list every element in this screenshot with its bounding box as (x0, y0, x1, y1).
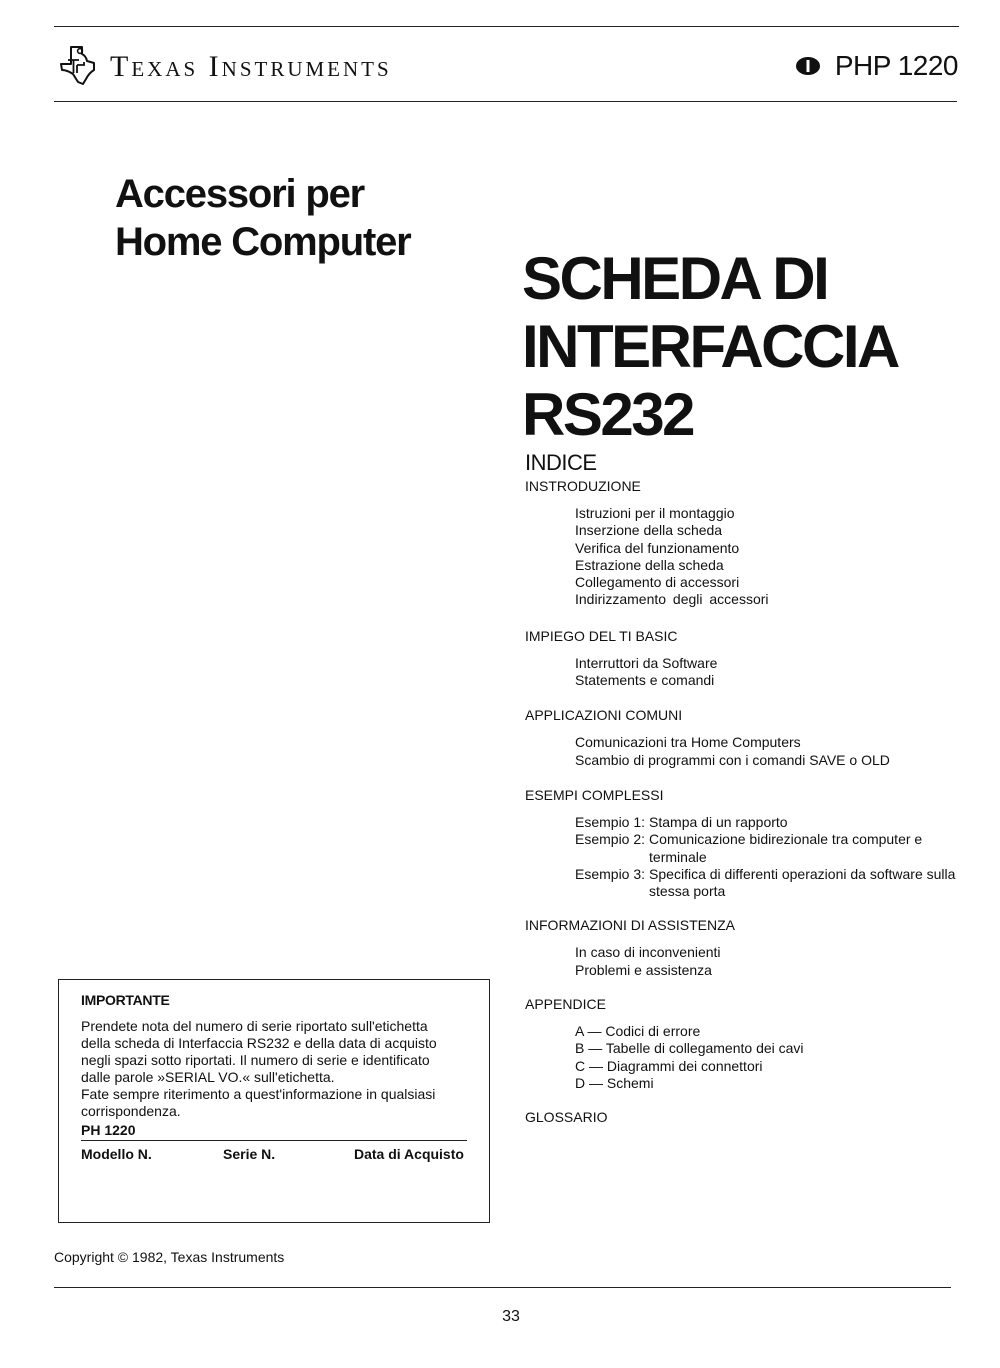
example-text: Specifica di differenti operazioni da software sulla stessa porta (649, 865, 956, 900)
copyright: Copyright © 1982, Texas Instruments (54, 1249, 285, 1265)
top-rule (54, 26, 959, 27)
main-title (522, 245, 962, 449)
product-code: PHP 1220 (834, 50, 958, 81)
example-label: Esempio 3: (575, 865, 646, 882)
model-code: PH 1220 (81, 1122, 136, 1138)
toc-section-appendice (525, 996, 975, 1092)
toc-section-title: ESEMPI COMPLESSI (525, 786, 664, 803)
example-text: Comunicazione bidirezionale tra computer e terminale (649, 831, 923, 865)
toc-title: INDICE (525, 450, 597, 475)
important-text-line: Prendete nota del numero di serie riportato sull'etichetta (81, 1018, 428, 1034)
toc-item: Verifica del funzionamento (575, 539, 740, 556)
ti-logo-icon (56, 43, 100, 87)
table-of-contents (525, 448, 975, 1126)
important-text (81, 1018, 471, 1119)
example-label: Esempio 2: (575, 831, 646, 848)
serial-number-field: Serie N. (223, 1146, 276, 1162)
model-number-field: Modello N. (81, 1146, 152, 1162)
toc-section-title: APPLICAZIONI COMUNI (525, 707, 683, 724)
main-title-line: RS232 (522, 381, 693, 448)
brand (56, 40, 392, 90)
series-title: Accessori per Home Computer (115, 172, 411, 264)
toc-item: D — Schemi (575, 1074, 654, 1091)
product-label (795, 44, 958, 88)
toc-item: Scambio di programmi con i comandi SAVE o OLD (575, 751, 890, 768)
example-text: Stampa di un rapporto (649, 813, 788, 830)
important-text-line: corrispondenza. (81, 1102, 181, 1119)
toc-section-assistenza (525, 917, 975, 979)
toc-section-title: APPENDICE (525, 996, 606, 1013)
important-title: IMPORTANTE (81, 992, 170, 1008)
toc-item: Estrazione della scheda (575, 556, 724, 573)
toc-example (575, 814, 975, 831)
toc-item: Statements e comandi (575, 672, 715, 689)
toc-item: Comunicazioni tra Home Computers (575, 734, 801, 751)
toc-section-title: INSTRODUZIONE (525, 478, 641, 494)
toc-section-title: IMPIEGO DEL TI BASIC (525, 627, 678, 644)
page-number: 33 (502, 1308, 520, 1325)
footer-rule (54, 1287, 951, 1288)
important-text-line: della scheda di Interfaccia RS232 e della data di acquisto (81, 1034, 437, 1051)
example-label: Esempio 1: (575, 813, 646, 830)
toc-example (575, 866, 975, 901)
important-text-line: negli spazi sotto riportati. Il numero di serie e identificato (81, 1051, 430, 1068)
toc-item: Collegamento di accessori (575, 574, 740, 591)
toc-item: Inserzione della scheda (575, 522, 723, 539)
toc-item: Istruzioni per il montaggio (575, 505, 735, 521)
toc-item: In caso di inconvenienti (575, 944, 721, 961)
toc-item: Indirizzamento degli accessori (575, 591, 769, 608)
important-notice-box (58, 979, 490, 1223)
toc-section-applicazioni (525, 707, 975, 769)
header-rule (54, 101, 957, 102)
toc-item: B — Tabelle di collegamento dei cavi (575, 1040, 804, 1057)
toc-example (575, 831, 975, 866)
brand-name: Texas Instruments (110, 50, 392, 83)
toc-item: Problemi e assistenza (575, 961, 712, 978)
important-text-line: Fate sempre riterimento a quest'informazione in qualsiasi (81, 1085, 436, 1102)
important-text-line: dalle parole »SERIAL VO.« sull'etichetta. (81, 1068, 335, 1085)
purchase-date-field: Data di Acquisto (354, 1146, 464, 1162)
main-title-line: SCHEDA DI (522, 245, 828, 312)
main-title-line: INTERFACCIA (522, 313, 898, 380)
toc-section-glossario (525, 1109, 975, 1126)
toc-item: Interruttori da Software (575, 654, 718, 671)
toc-item: A — Codici di errore (575, 1023, 701, 1040)
toc-section-basic (525, 628, 975, 690)
toc-section-title: INFORMAZIONI DI ASSISTENZA (525, 917, 736, 934)
toc-section-esempi (525, 787, 975, 900)
toc-item: C — Diagrammi dei connettori (575, 1057, 763, 1074)
rounded-bar-icon (795, 56, 821, 76)
record-rule (81, 1140, 467, 1141)
toc-section-introduzione (525, 478, 975, 609)
toc-section-title: GLOSSARIO (525, 1109, 608, 1126)
